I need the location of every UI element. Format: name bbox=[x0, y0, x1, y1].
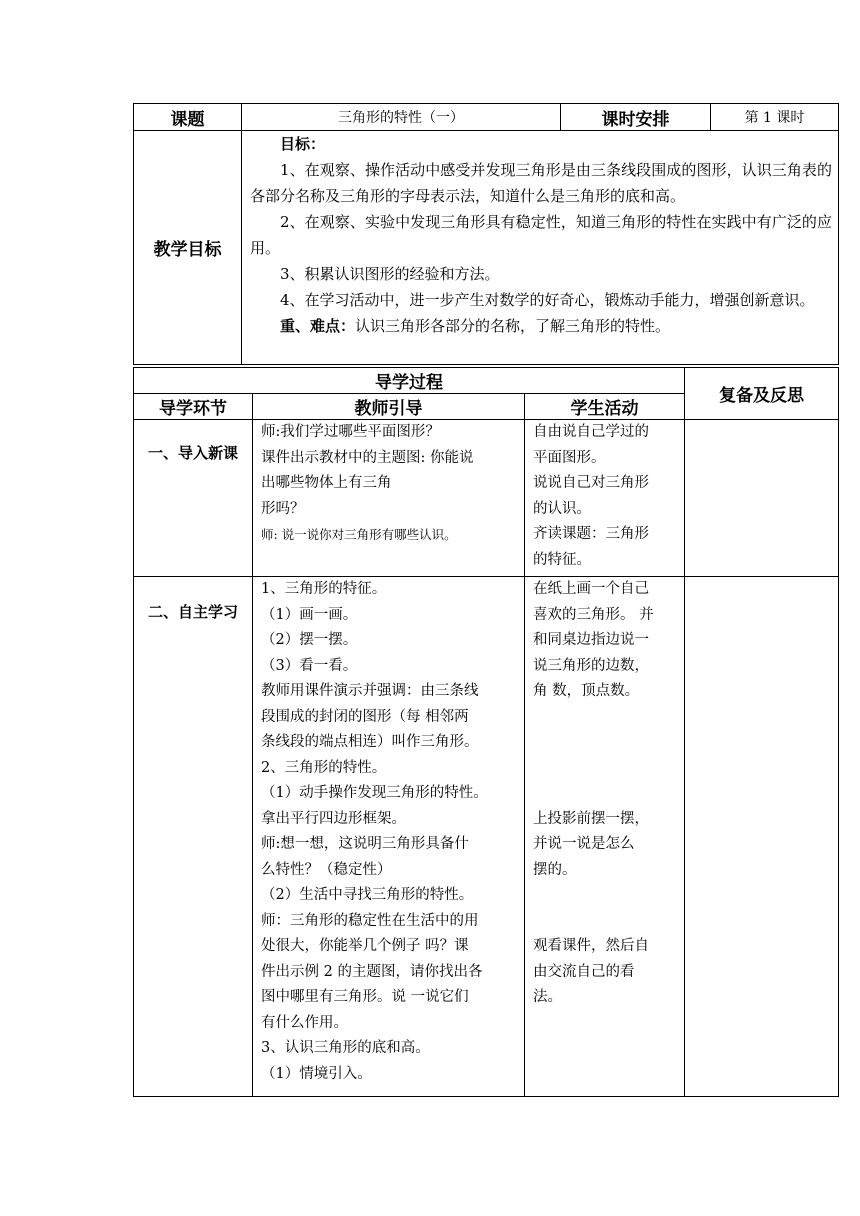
objective-4: 4、在学习活动中，进一步产生对数学的好奇心，锻炼动手能力，增强创新意识。 bbox=[280, 291, 815, 309]
stage-intro: 一、导入新课 bbox=[134, 420, 253, 577]
teacher-line: 师：三角形的稳定性在生活中的用 bbox=[261, 912, 479, 929]
topic-label: 课题 bbox=[134, 104, 242, 131]
spacer bbox=[533, 756, 680, 807]
reflection-intro bbox=[685, 420, 839, 577]
teacher-line: 教师用课件演示并强调：由三条线 bbox=[261, 683, 479, 699]
student-column-header: 学生活动 bbox=[525, 394, 685, 420]
spacer bbox=[533, 883, 680, 934]
objectives-cell bbox=[242, 131, 839, 365]
spacer bbox=[533, 705, 680, 756]
process-header: 导学过程 bbox=[134, 368, 685, 394]
objective-1: 1、在观察、操作活动中感受并发现三角形是由三条线段围成的图形，认识三角表的各部分名称及三角形的字母表示法，知道什么是三角形的底和高。 bbox=[250, 161, 832, 205]
student-line: 平面图形。 bbox=[533, 449, 606, 466]
teacher-line: （1）画一画。 bbox=[261, 606, 358, 623]
student-line: 在纸上画一个自己 bbox=[533, 581, 649, 597]
teacher-line: 师:我们学过哪些平面图形？ bbox=[261, 424, 440, 440]
teacher-guidance-intro bbox=[253, 420, 525, 577]
teacher-line: （2）生活中寻找三角形的特性。 bbox=[261, 887, 474, 903]
schedule-label: 课时安排 bbox=[561, 104, 711, 131]
student-activity-intro bbox=[525, 420, 685, 577]
teacher-line: 件出示例 2 的主题图，请你找出各 bbox=[261, 963, 483, 980]
teacher-line: （3）看一看。 bbox=[261, 657, 358, 674]
teacher-line: 图中哪里有三角形。说 一说它们 bbox=[261, 989, 469, 1005]
objective-3: 3、积累认识图形的经验和方法。 bbox=[280, 265, 500, 283]
student-line: 喜欢的三角形。 并 bbox=[533, 606, 654, 623]
student-activity-self-study bbox=[525, 577, 685, 1097]
student-line: 并说一说是怎么 bbox=[533, 836, 635, 852]
reflection-header: 复备及反思 bbox=[685, 368, 839, 420]
stage-self-study: 二、自主学习 bbox=[134, 577, 253, 1097]
student-line: 齐读课题：三角形 bbox=[533, 526, 649, 542]
teacher-line: 么特性？（稳定性） bbox=[261, 861, 392, 878]
teacher-line: 课件出示教材中的主题图: 你能说 bbox=[261, 449, 474, 466]
student-line: 说说自己对三角形 bbox=[533, 475, 649, 491]
student-line: 摆的。 bbox=[533, 861, 577, 878]
student-line: 观看课件，然后自 bbox=[533, 938, 649, 954]
topic-value: 三角形的特性（一） bbox=[242, 104, 561, 131]
teacher-line: 师: 说一说你对三角形有哪些认识。 bbox=[261, 527, 457, 542]
objectives-title: 目标： bbox=[280, 135, 326, 153]
student-line: 的认识。 bbox=[533, 500, 591, 517]
stage-column-header: 导学环节 bbox=[134, 394, 253, 420]
teacher-column-header: 教师引导 bbox=[253, 394, 525, 420]
key-points-text: 认识三角形各部分的名称，了解三角形的特性。 bbox=[355, 317, 671, 335]
teacher-line: 形吗？ bbox=[261, 500, 305, 517]
teacher-line: 1、三角形的特征。 bbox=[261, 581, 387, 597]
teacher-guidance-self-study bbox=[253, 577, 525, 1097]
student-line: 角 数，顶点数。 bbox=[533, 683, 640, 699]
student-line: 上投影前摆一摆， bbox=[533, 810, 649, 827]
student-line: 由交流自己的看 bbox=[533, 963, 635, 980]
student-line: 自由说自己学过的 bbox=[533, 424, 649, 440]
teacher-line: 2、三角形的特性。 bbox=[261, 759, 387, 776]
teacher-line: 师:想一想，这说明三角形具备什 bbox=[261, 836, 469, 852]
teacher-line: 处很大，你能举几个例子 吗？课 bbox=[261, 938, 469, 954]
teacher-line: （1）情境引入。 bbox=[261, 1065, 372, 1082]
teacher-line: 有什么作用。 bbox=[261, 1014, 348, 1031]
student-line: 的特征。 bbox=[533, 551, 591, 568]
student-line: 和同桌边指边说一 bbox=[533, 632, 649, 648]
key-points-label: 重、难点： bbox=[280, 317, 356, 335]
student-line: 法。 bbox=[533, 989, 562, 1005]
teacher-line: 3、认识三角形的底和高。 bbox=[261, 1040, 430, 1056]
objectives-label: 教学目标 bbox=[134, 131, 242, 365]
objective-2: 2、在观察、实验中发现三角形具有稳定性，知道三角形的特性在实践中有广泛的应用。 bbox=[250, 213, 832, 257]
guided-learning-table bbox=[133, 367, 839, 1097]
lesson-info-table bbox=[133, 103, 839, 365]
key-points bbox=[250, 313, 832, 339]
teacher-line: 拿出平行四边形框架。 bbox=[261, 810, 406, 827]
reflection-self-study bbox=[685, 577, 839, 1097]
teacher-line: （2）摆一摆。 bbox=[261, 632, 358, 648]
teacher-line: 段围成的封闭的图形（每 相邻两 bbox=[261, 708, 469, 725]
schedule-value: 第 1 课时 bbox=[711, 104, 839, 131]
teacher-line: 条线段的端点相连）叫作三角形。 bbox=[261, 734, 479, 750]
student-line: 说三角形的边数， bbox=[533, 657, 649, 674]
teacher-line: 出哪些物体上有三角 bbox=[261, 475, 392, 491]
teacher-line: （1）动手操作发现三角形的特性。 bbox=[261, 785, 488, 801]
